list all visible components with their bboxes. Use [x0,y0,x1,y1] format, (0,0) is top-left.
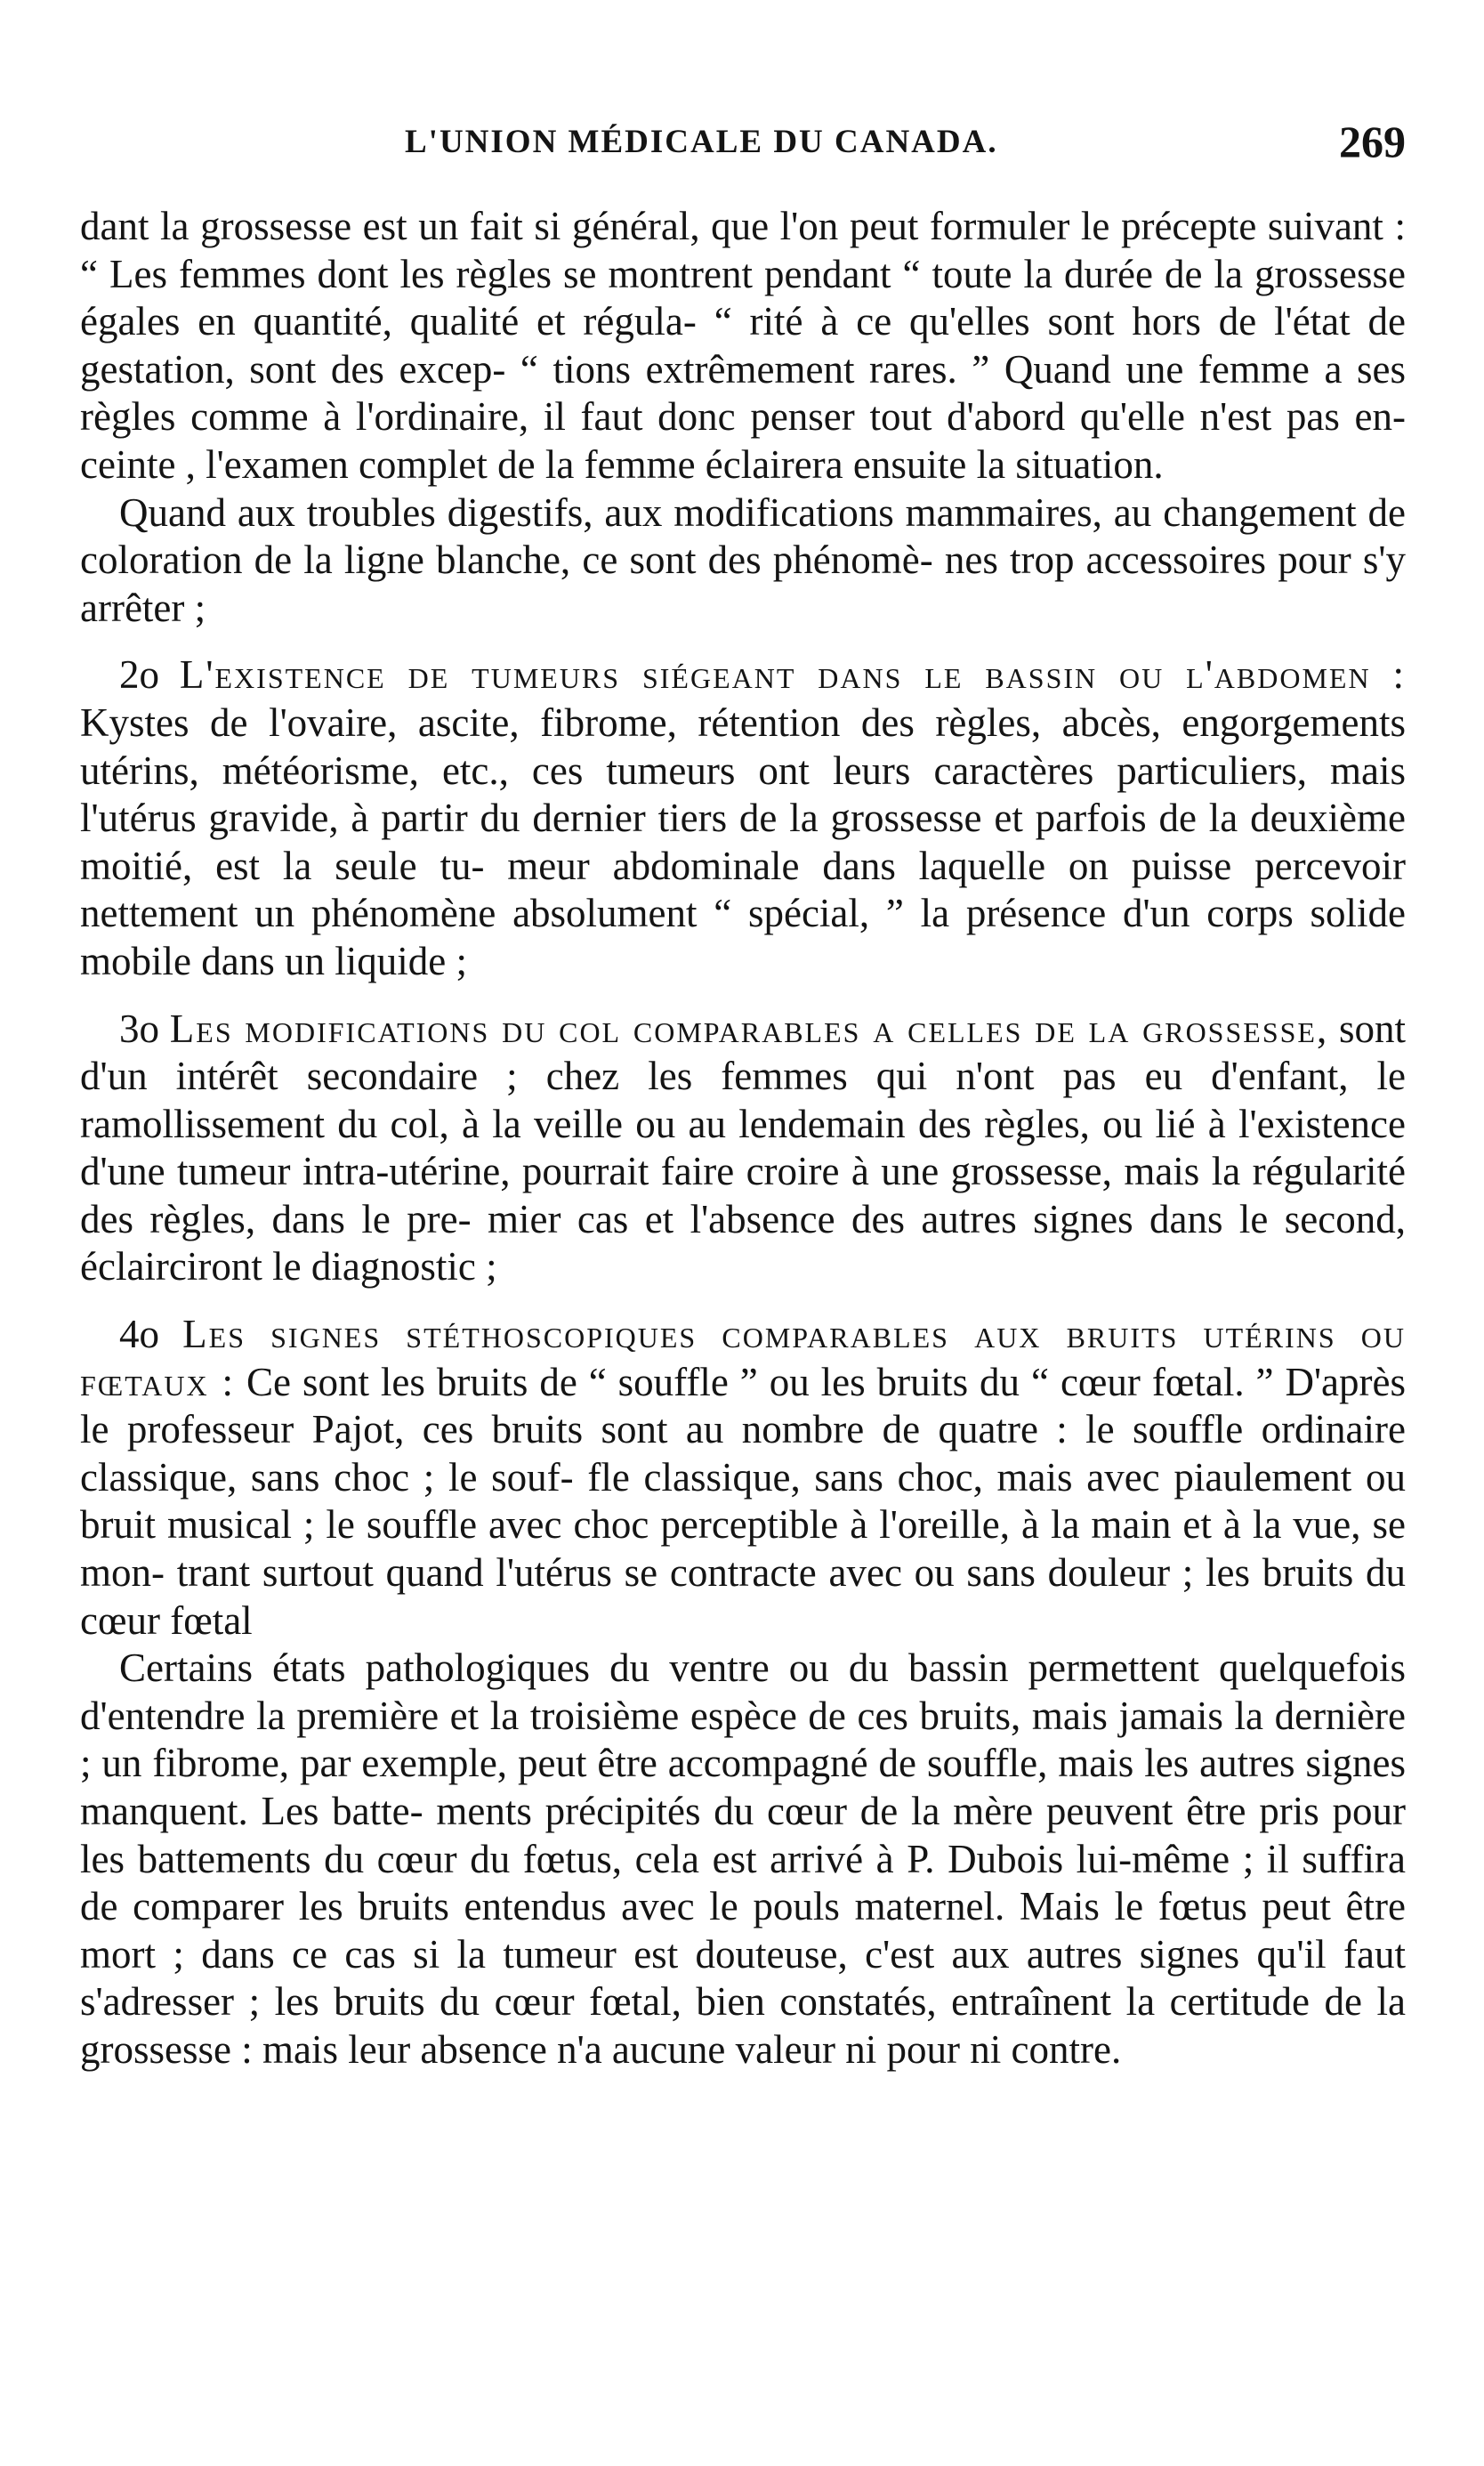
journal-title: L'UNION MÉDICALE DU CANADA. [405,124,998,160]
article-body [80,203,1406,2074]
paragraph-digestive-troubles [80,489,1406,633]
paragraph-pathological-states [80,1645,1406,2074]
section-number: 2o [119,652,159,698]
page-number: 269 [1339,117,1406,166]
section-heading: Les signes stéthoscopiques comparables aux bruits utérins ou fœtaux : [80,1312,1406,1404]
section-heading: Les modifications du col comparables a celles de la grossesse, [169,1006,1329,1051]
section-text: Ce sont les bruits de “ souffle ” ou les bruits du “ cœur fœtal. ” D'après le professeur Pajot, ces bruits sont au nombre de quatre : le souffle ordinaire classique, sans choc ; le souf- fle classique, sans choc, mais avec piaulement ou bruit musical ; le souffle avec choc perceptible à l'oreille, à la main et à la vue, se mon- trant surtout quand l'utérus se contracte avec ou sans douleur ; les bruits du cœur fœtal [80,1359,1407,1643]
section-text: Kystes de l'ovaire, ascite, fibrome, rétention des règles, abcès, engorgements utérins, météorisme, etc., ces tumeurs ont leurs caractères particuliers, mais l'utérus gravide, à partir du dernier tiers de la grossesse et parfois de la deuxième moitié, est la seule tu- meur abdominale dans laquelle on puisse percevoir nettement un phénomène absolument “ spécial, ” la présence d'un corps solide mobile dans un liquide ; [80,699,1406,983]
section-4-signes-stethoscopiques [80,1311,1406,1645]
section-text: sont d'un intérêt secondaire ; chez les femmes qui n'ont pas eu d'enfant, le ramollissement du col, à la veille ou au lendemain des règles, ou lié à l'existence d'une tumeur intra-utérine, pourrait faire croire à une grossesse, mais la régularité des règles, dans le pre- mier cas et l'absence des autres signes dans le second, éclairciront le diagnostic ; [80,1006,1407,1290]
paragraph-text: Certains états pathologiques du ventre ou du bassin permettent quelquefois d'entendre la première et la troisième espèce de ces bruits, mais jamais la dernière ; un fibrome, par exemple, peut être accompagné de souffle, mais les autres signes manquent. Les batte- ments précipités du cœur de la mère peuvent être pris pour les battements du cœur du fœtus, cela est arrivé à P. Dubois lui-même ; il suffira de comparer les bruits entendus avec le pouls maternel. Mais le fœtus peut être mort ; dans ce cas si la tumeur est douteuse, c'est aux autres signes qu'il faut s'adresser ; les bruits du cœur fœtal, bien constatés, entraînent la certitude de la grossesse : mais leur absence n'a aucune valeur ni pour ni contre. [80,1645,1406,2072]
section-2-tumeurs [80,651,1406,985]
section-3-col [80,1006,1406,1292]
section-number: 3o [119,1006,159,1051]
paragraph-continuation [80,203,1406,489]
paragraph-text: Quand aux troubles digestifs, aux modifications mammaires, au changement de coloration de la ligne blanche, ce sont des phénomè- nes trop accessoires pour s'y arrêter ; [80,489,1406,630]
running-head [80,117,1406,180]
book-page [80,117,1407,2074]
section-number: 4o [119,1312,159,1357]
paragraph-text: dant la grossesse est un fait si général, que l'on peut formuler le précepte suivant : “ Les femmes dont les règles se montrent pendant “ toute la durée de la grossesse égales en quantité, qualité et régula- “ rité à ce qu'elles sont hors de l'état de gestation, sont des excep- “ tions extrêmement rares. ” Quand une femme a ses règles comme à l'ordinaire, il faut donc penser tout d'abord qu'elle n'est pas en- ceinte , l'examen complet de la femme éclairera ensuite la situation. [80,204,1406,487]
section-heading: L'existence de tumeurs siégeant dans le bassin ou l'abdomen : [179,652,1406,698]
